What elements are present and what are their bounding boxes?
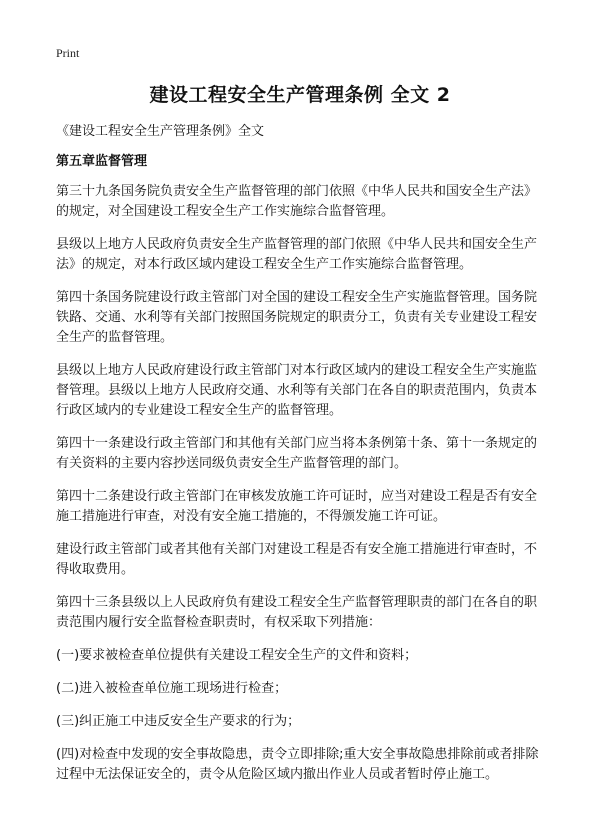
measure-2: (二)进入被检查单位施工现场进行检查；: [56, 681, 288, 696]
article-42: 第四十二条建设行政主管部门在审核发放施工许可证时，应当对建设工程是否有安全施工措施进行审查，对没有安全施工措施的，不得颁发施工许可证。: [56, 489, 538, 524]
article-39-local: 县级以上地方人民政府负责安全生产监督管理的部门依照《中华人民共和国安全生产法》的规定，对本行政区域内建设工程安全生产工作实施综合监督管理。: [56, 237, 538, 272]
chapter-heading: 第五章监督管理: [56, 154, 148, 169]
article-40-local: 县级以上地方人民政府建设行政主管部门对本行政区域内的建设工程安全生产实施监督管理。县级以上地方人民政府交通、水利等有关部门在各自的职责范围内，负责本行政区域内的专业建设工程安全生产的监督管理。: [56, 363, 538, 418]
print-link[interactable]: Print: [56, 46, 80, 60]
document-subtitle: 《建设工程安全生产管理条例》全文: [56, 124, 265, 139]
page-title: 建设工程安全生产管理条例 全文 2: [149, 84, 451, 106]
measure-1: (一)要求被检查单位提供有关建设工程安全生产的文件和资料；: [56, 648, 418, 663]
article-41: 第四十一条建设行政主管部门和其他有关部门应当将本条例第十条、第十一条规定的有关资料的主要内容抄送同级负责安全生产监督管理的部门。: [56, 436, 538, 471]
article-39: 第三十九条国务院负责安全生产监督管理的部门依照《中华人民共和国安全生产法》的规定，对全国建设工程安全生产工作实施综合监督管理。: [56, 184, 538, 219]
article-43: 第四十三条县级以上人民政府负有建设工程安全生产监督管理职责的部门在各自的职责范围内履行安全监督检查职责时，有权采取下列措施：: [56, 595, 538, 630]
article-42-fees: 建设行政主管部门或者其他有关部门对建设工程是否有安全施工措施进行审查时，不得收取费用。: [56, 542, 538, 577]
article-body: [56, 122, 548, 798]
article-40: 第四十条国务院建设行政主管部门对全国的建设工程安全生产实施监督管理。国务院铁路、交通、水利等有关部门按照国务院规定的职责分工，负责有关专业建设工程安全生产的监督管理。: [56, 290, 538, 345]
measure-4: (四)对检查中发现的安全事故隐患，责令立即排除;重大安全事故隐患排除前或者排除过程中无法保证安全的，责令从危险区域内撤出作业人员或者暂时停止施工。: [56, 747, 539, 782]
measure-3: (三)纠正施工中违反安全生产要求的行为；: [56, 714, 301, 729]
